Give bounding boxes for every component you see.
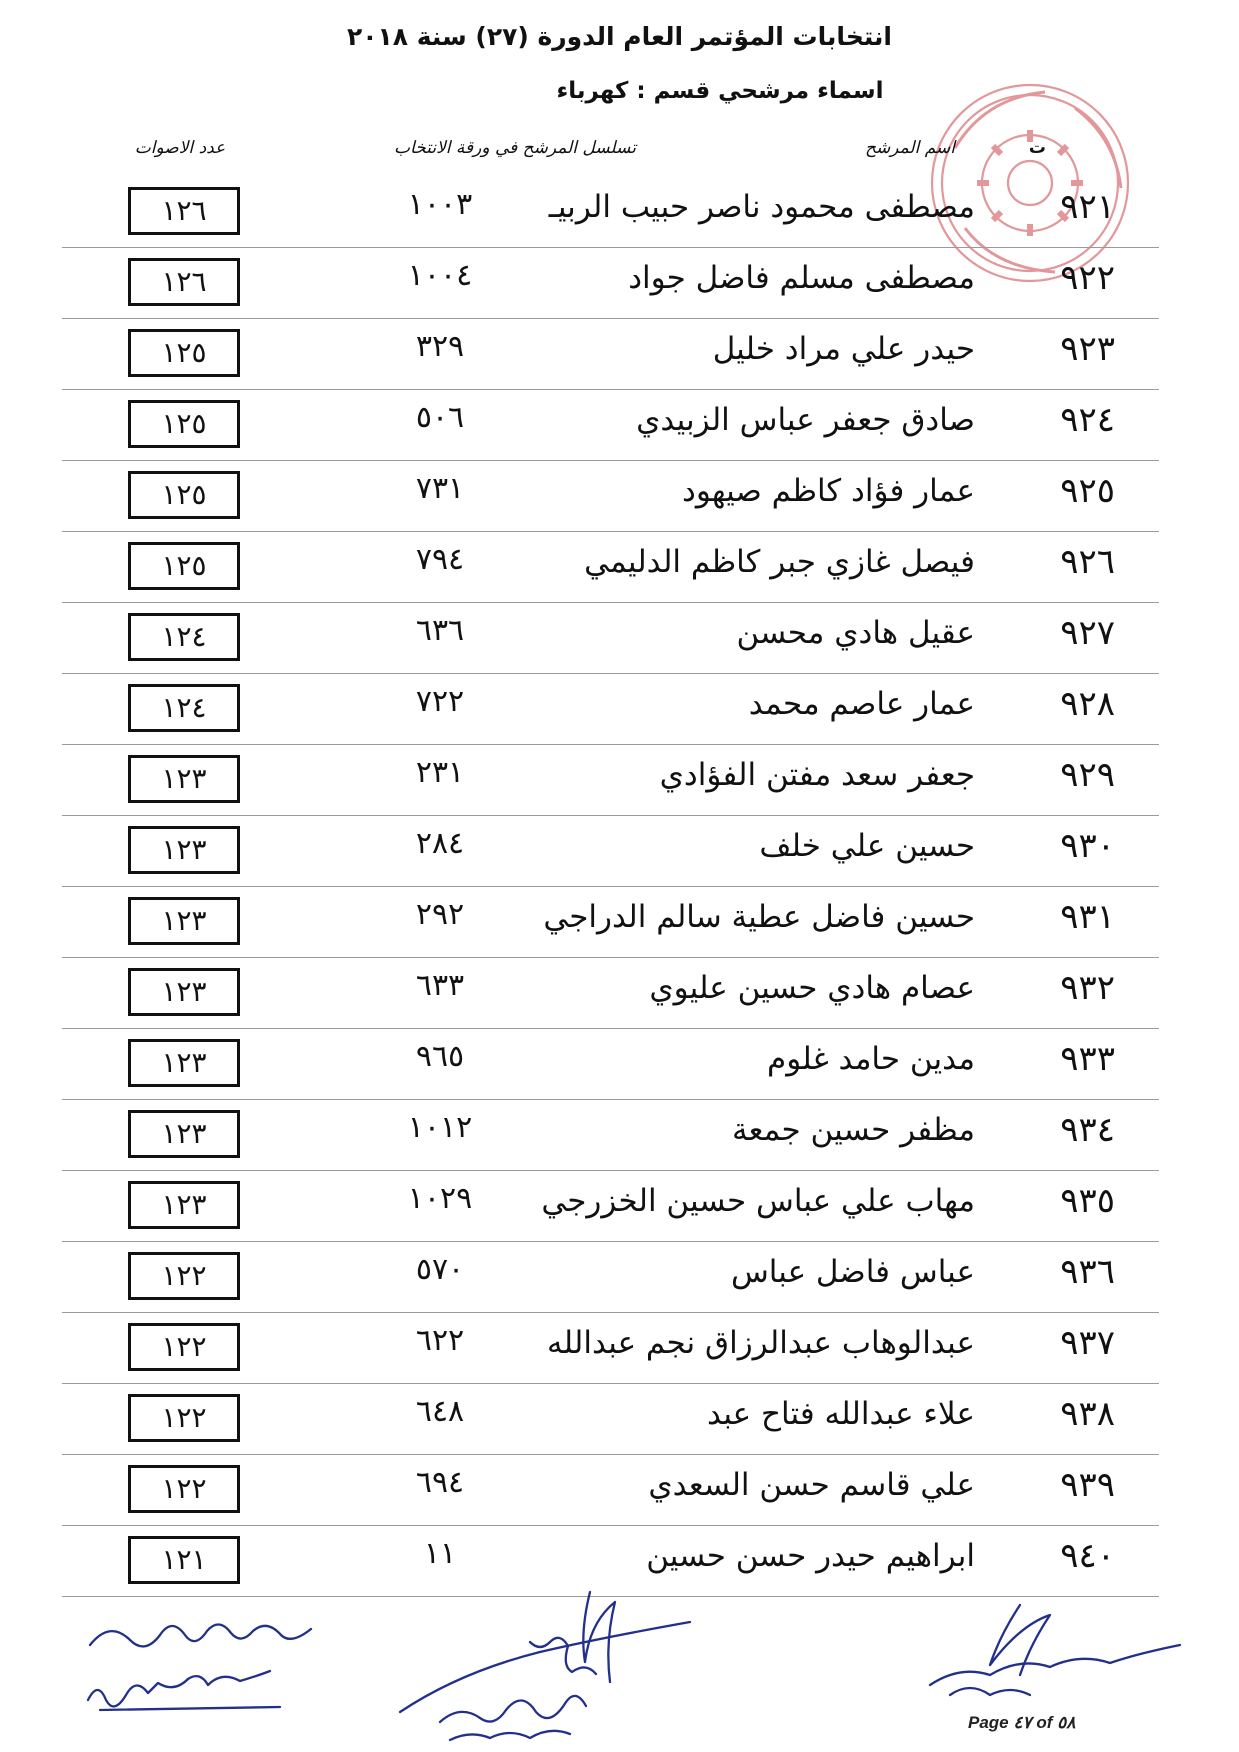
header-number: ت [1028, 138, 1046, 158]
table-row [0, 1384, 1239, 1455]
table-row [0, 390, 1239, 461]
vote-count-box: ١٢٦ [128, 187, 240, 235]
ballot-serial: ١١ [423, 1536, 457, 1571]
candidate-name: حسين فاضل عطية سالم الدراجي [543, 899, 975, 935]
ballot-serial: ٩٦٥ [415, 1039, 465, 1074]
ballot-serial: ٥٧٠ [415, 1252, 465, 1287]
table-row [0, 177, 1239, 248]
table-row [0, 603, 1239, 674]
candidate-name: صادق جعفر عباس الزبيدي [636, 402, 975, 438]
vote-count-box: ١٢٣ [128, 1181, 240, 1229]
signature-middle [380, 1582, 710, 1742]
vote-count-box: ١٢٣ [128, 1110, 240, 1158]
row-number: ٩٢٤ [1060, 400, 1115, 440]
ballot-serial: ٦٤٨ [415, 1394, 465, 1429]
candidate-name: مدين حامد غلوم [767, 1041, 975, 1077]
vote-count-box: ١٢٣ [128, 1039, 240, 1087]
vote-count-box: ١٢٣ [128, 755, 240, 803]
row-number: ٩٢٩ [1060, 755, 1115, 795]
ballot-serial: ٦٩٤ [415, 1465, 465, 1500]
table-row [0, 1171, 1239, 1242]
ballot-serial: ٦٣٦ [415, 613, 465, 648]
table-row [0, 461, 1239, 532]
ballot-serial: ٥٠٦ [415, 400, 465, 435]
candidate-name: مظفر حسين جمعة [732, 1112, 975, 1148]
row-number: ٩٣٤ [1060, 1110, 1115, 1150]
candidate-name: علاء عبدالله فتاح عبد [707, 1396, 975, 1432]
vote-count-box: ١٢٦ [128, 258, 240, 306]
table-row [0, 674, 1239, 745]
vote-count-box: ١٢٣ [128, 897, 240, 945]
vote-count-box: ١٢٥ [128, 329, 240, 377]
vote-count-box: ١٢٥ [128, 400, 240, 448]
row-number: ٩٣٦ [1060, 1252, 1115, 1292]
vote-count-box: ١٢٥ [128, 471, 240, 519]
ballot-serial: ١٠١٢ [407, 1110, 473, 1145]
row-number: ٩٢٣ [1060, 329, 1115, 369]
row-number: ٩٣٥ [1060, 1181, 1115, 1221]
signature-right [910, 1595, 1210, 1705]
candidate-name: عمار عاصم محمد [748, 686, 975, 722]
page-number: Page ٤٧ of ٥٨ [968, 1713, 1076, 1732]
header-ballot-serial: تسلسل المرشح في ورقة الانتخاب [394, 138, 636, 158]
table-header [0, 138, 1239, 172]
row-number: ٩٢٨ [1060, 684, 1115, 724]
table-row [0, 958, 1239, 1029]
candidate-name: مصطفى مسلم فاضل جواد [628, 260, 975, 296]
candidate-name: جعفر سعد مفتن الفؤادي [659, 757, 975, 793]
vote-count-box: ١٢٥ [128, 542, 240, 590]
row-number: ٩٢٢ [1060, 258, 1115, 298]
vote-count-box: ١٢٤ [128, 613, 240, 661]
candidate-name: حسين علي خلف [759, 828, 975, 864]
candidate-name: مهاب علي عباس حسين الخزرجي [541, 1183, 975, 1219]
row-number: ٩٢١ [1060, 187, 1115, 227]
table-row [0, 319, 1239, 390]
vote-count-box: ١٢٢ [128, 1465, 240, 1513]
candidate-name: عمار فؤاد كاظم صيهود [682, 473, 975, 509]
row-number: ٩٣٣ [1060, 1039, 1115, 1079]
row-number: ٩٣١ [1060, 897, 1115, 937]
candidate-name: مصطفى محمود ناصر حبيب الربيـ [548, 189, 975, 225]
table-row [0, 1313, 1239, 1384]
ballot-serial: ٢٣١ [415, 755, 465, 790]
candidate-name: عقيل هادي محسن [736, 615, 975, 651]
ballot-serial: ٧٣١ [415, 471, 465, 506]
page-subtitle: اسماء مرشحي قسم : كهرباء [556, 78, 884, 104]
row-number: ٩٣٨ [1060, 1394, 1115, 1434]
candidate-name: عصام هادي حسين عليوي [649, 970, 975, 1006]
ballot-serial: ٣٢٩ [415, 329, 465, 364]
vote-count-box: ١٢١ [128, 1536, 240, 1584]
table-row [0, 1029, 1239, 1100]
signature-left [80, 1605, 340, 1715]
ballot-serial: ٦٢٢ [415, 1323, 465, 1358]
row-number: ٩٤٠ [1060, 1536, 1115, 1576]
vote-count-box: ١٢٢ [128, 1394, 240, 1442]
candidate-name: عباس فاضل عباس [730, 1254, 975, 1290]
vote-count-box: ١٢٤ [128, 684, 240, 732]
ballot-serial: ٧٩٤ [415, 542, 465, 577]
page-title: انتخابات المؤتمر العام الدورة (٢٧) سنة ٢٠١٨ [346, 22, 893, 51]
header-candidate-name: اسم المرشح [864, 138, 955, 158]
row-number: ٩٢٥ [1060, 471, 1115, 511]
table-row [0, 1242, 1239, 1313]
table-row [0, 745, 1239, 816]
row-number: ٩٣٩ [1060, 1465, 1115, 1505]
candidate-name: علي قاسم حسن السعدي [648, 1467, 975, 1503]
row-number: ٩٢٧ [1060, 613, 1115, 653]
vote-count-box: ١٢٢ [128, 1252, 240, 1300]
vote-count-box: ١٢٢ [128, 1323, 240, 1371]
candidate-name: حيدر علي مراد خليل [712, 331, 975, 367]
ballot-serial: ٢٨٤ [415, 826, 465, 861]
row-number: ٩٢٦ [1060, 542, 1115, 582]
ballot-serial: ١٠٠٣ [407, 187, 473, 222]
ballot-serial: ٦٣٣ [415, 968, 465, 1003]
table-row [0, 532, 1239, 603]
ballot-serial: ١٠٢٩ [407, 1181, 473, 1216]
ballot-serial: ٧٢٢ [415, 684, 465, 719]
vote-count-box: ١٢٣ [128, 968, 240, 1016]
ballot-serial: ١٠٠٤ [407, 258, 473, 293]
vote-count-box: ١٢٣ [128, 826, 240, 874]
table-row [0, 887, 1239, 958]
ballot-serial: ٢٩٢ [415, 897, 465, 932]
candidate-name: عبدالوهاب عبدالرزاق نجم عبدالله [547, 1325, 975, 1361]
header-vote-count: عدد الاصوات [134, 138, 226, 158]
table-row [0, 1100, 1239, 1171]
candidate-name: فيصل غازي جبر كاظم الدليمي [584, 544, 975, 580]
table-row [0, 248, 1239, 319]
table-row [0, 816, 1239, 887]
row-number: ٩٣٠ [1060, 826, 1115, 866]
row-number: ٩٣٧ [1060, 1323, 1115, 1363]
table-row [0, 1455, 1239, 1526]
candidate-name: ابراهيم حيدر حسن حسين [646, 1538, 975, 1574]
row-number: ٩٣٢ [1060, 968, 1115, 1008]
